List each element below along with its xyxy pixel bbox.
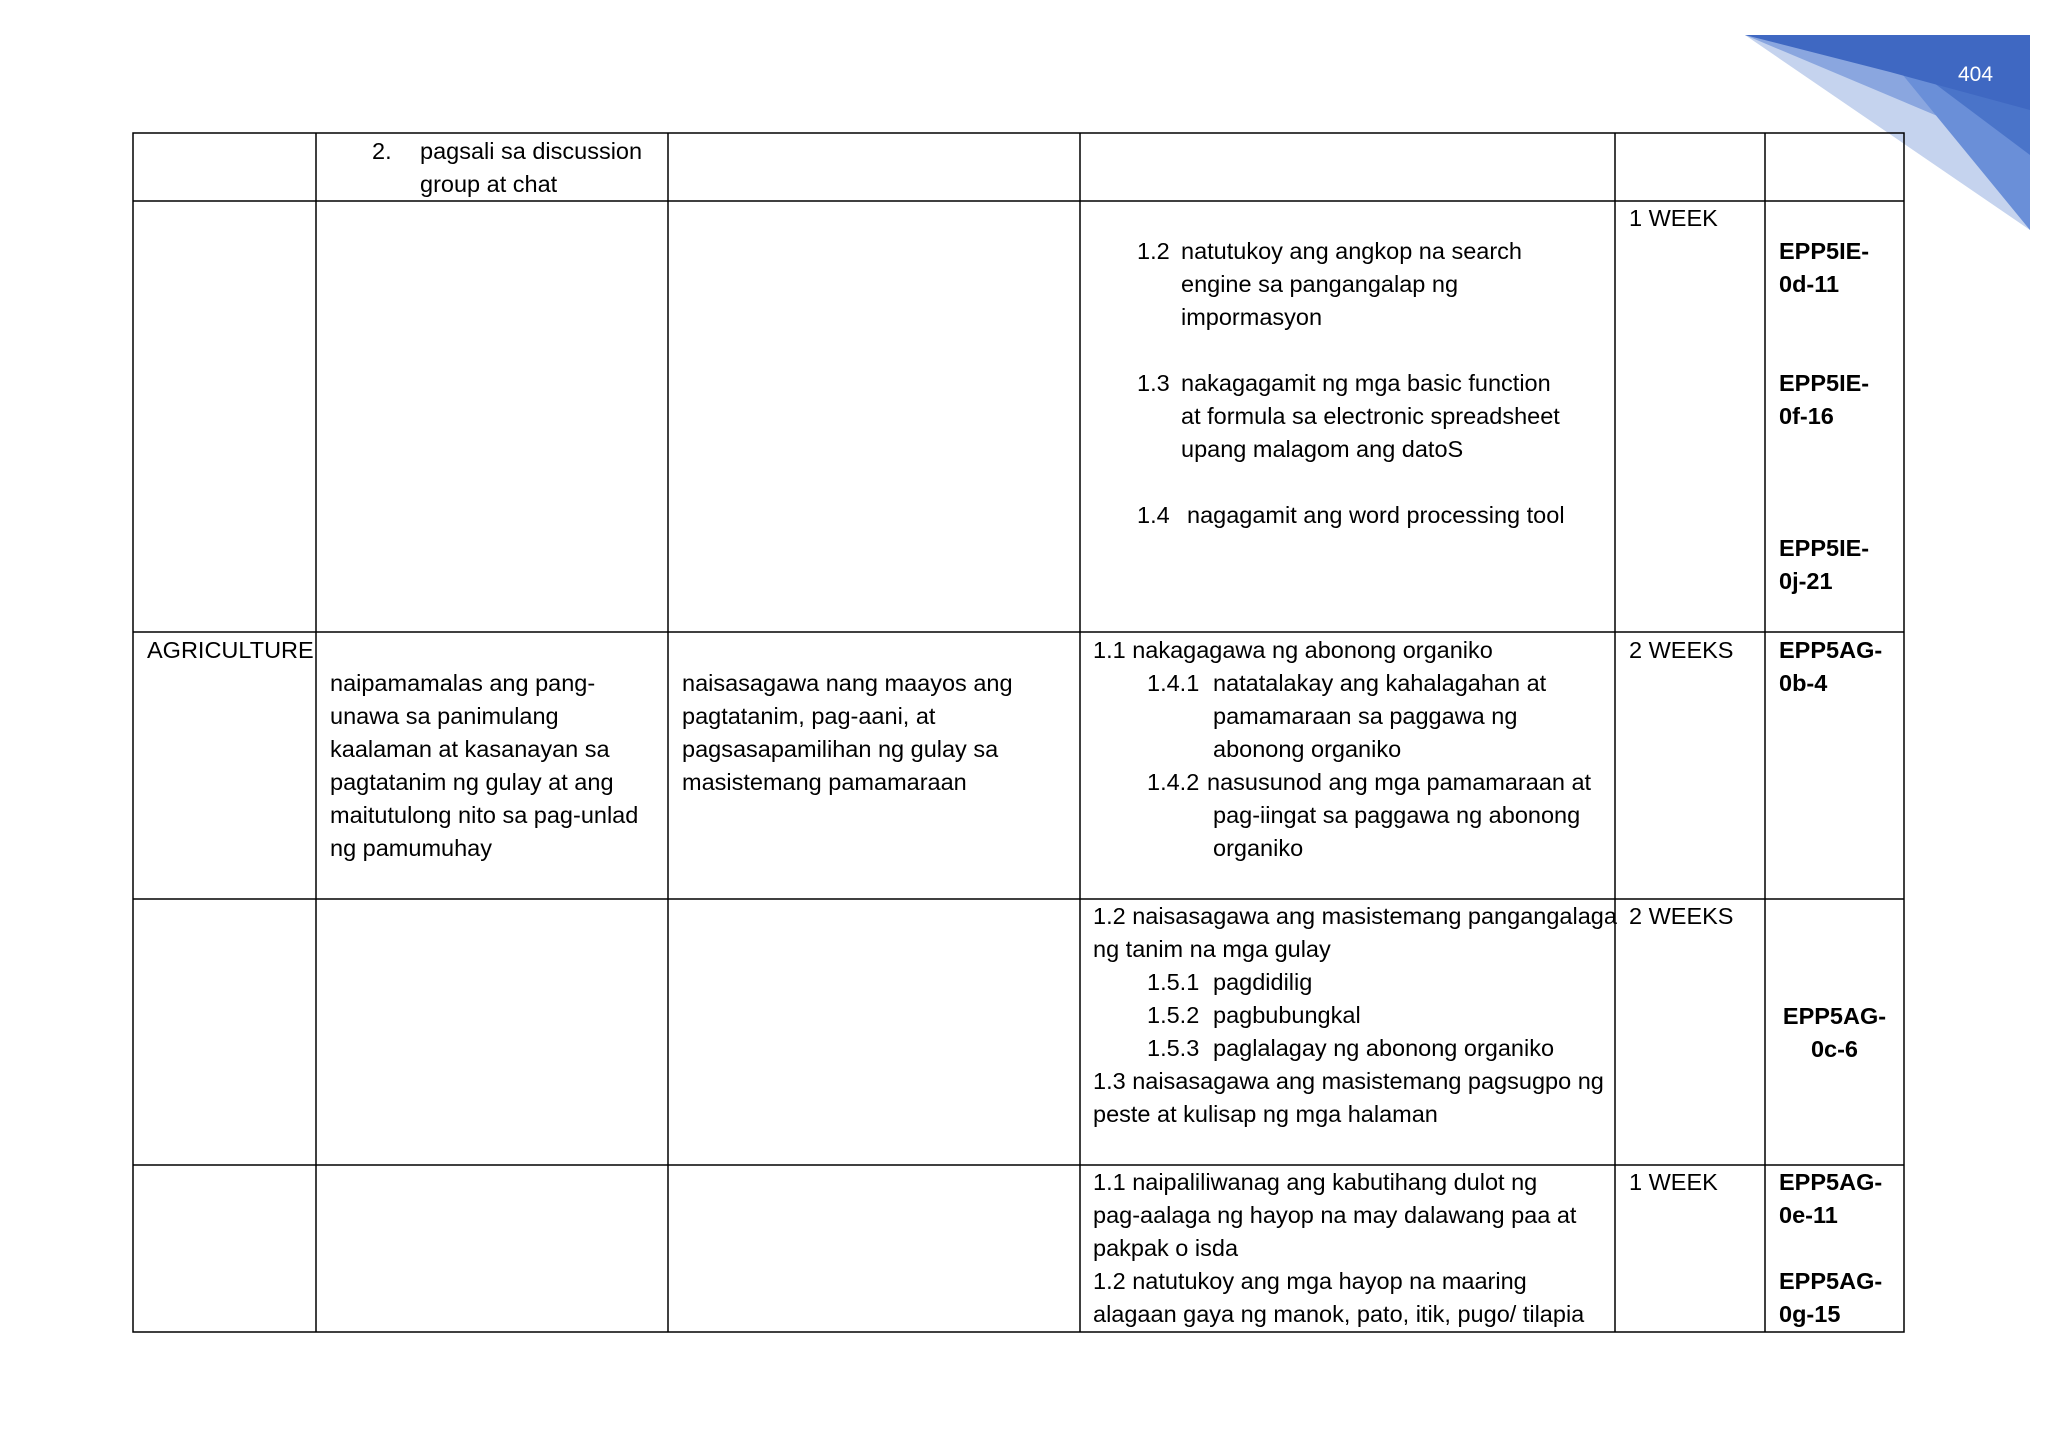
row2-competencies	[1137, 235, 1565, 532]
competency-item: 1.3 nakagagamit ng mga basic function at formula sa electronic spreadsheet upang malagom ang datoS	[1137, 370, 1560, 462]
competency-item: 1.2 natutukoy ang angkop na search engine sa pangangalap ng impormasyon	[1137, 238, 1523, 330]
row3-competencies	[1093, 634, 1591, 865]
row4-codes: EPP5AG- 0c-6	[1782, 1003, 1887, 1062]
row2-duration: 1 WEEK	[1629, 205, 1718, 231]
content-line: pagsali sa discussion	[420, 138, 643, 164]
row4-duration: 2 WEEKS	[1629, 903, 1734, 929]
row5-duration: 1 WEEK	[1629, 1169, 1718, 1195]
performance-standard: naisasagawa nang maayos ang pagtatanim, pag-aani, at pagsasapamilihan ng gulay sa masistemang pamamaraan	[682, 670, 1013, 795]
sub-competency: 1.4.2 nasusunod ang mga pamamaraan at pag-iingat sa paggawa ng abonong organiko	[1147, 769, 1592, 861]
list-marker: 2.	[372, 138, 392, 164]
row5-codes: EPP5AG- 0e-11 EPP5AG- 0g-15	[1779, 1169, 1883, 1327]
row3-codes: EPP5AG- 0b-4	[1779, 637, 1883, 696]
area-label: AGRICULTURE	[147, 637, 314, 663]
competency-item: 1.1 naipaliliwanag ang kabutihang dulot ng	[1093, 1169, 1538, 1195]
competency-item: 1.1 nakagagawa ng abonong organiko	[1093, 637, 1493, 663]
sub-competency: 1.4.1 natatalakay ang kahalagahan at pamamaraan sa paggawa ng abonong organiko	[1147, 670, 1547, 762]
content-line: group at chat	[420, 171, 558, 197]
row4-competencies: 1.2 naisasagawa ang masistemang pangangalaga ng tanim na mga gulay 1.5.1 pagdidilig 1.5.2 pagbubungkal 1.5.3 paglalagay ng abonong organiko 1.3 naisasagawa ang masistemang pagsugpo ng peste at kulisap ng mga halaman	[1093, 900, 1617, 1131]
row5-competencies: 1.1 naipaliliwanag ang kabutihang dulot ng pag-aalaga ng hayop na may dalawang paa at pakpak o isda 1.2 natutukoy ang mga hayop na maaring alagaan gaya ng manok, pato, itik, pugo/ tilapia	[1093, 1166, 1584, 1331]
row2-codes: EPP5IE- 0d-11 EPP5IE- 0f-16 EPP5IE- 0j-21	[1779, 238, 1870, 594]
content-standard: naipamamalas ang pang- unawa sa panimulang kaalaman at kasanayan sa pagtatanim ng gulay at ang maitutulong nito sa pag-unlad ng pamumuhay	[330, 670, 639, 861]
sub-competency-list: 1.5.1 pagdidilig 1.5.2 pagbubungkal 1.5.3 paglalagay ng abonong organiko	[1147, 969, 1555, 1061]
competency-item: 1.4 nagagamit ang word processing tool	[1137, 502, 1565, 528]
page-number: 404	[1958, 63, 1994, 86]
row1-content-cell	[372, 135, 642, 201]
row3-duration: 2 WEEKS	[1629, 637, 1734, 663]
competency-item: 1.2 natutukoy ang mga hayop na maaring	[1093, 1268, 1527, 1294]
competency-item: 1.3 naisasagawa ang masistemang pagsugpo ng	[1093, 1068, 1604, 1094]
competency-item: 1.2 naisasagawa ang masistemang pangangalaga	[1093, 903, 1617, 929]
